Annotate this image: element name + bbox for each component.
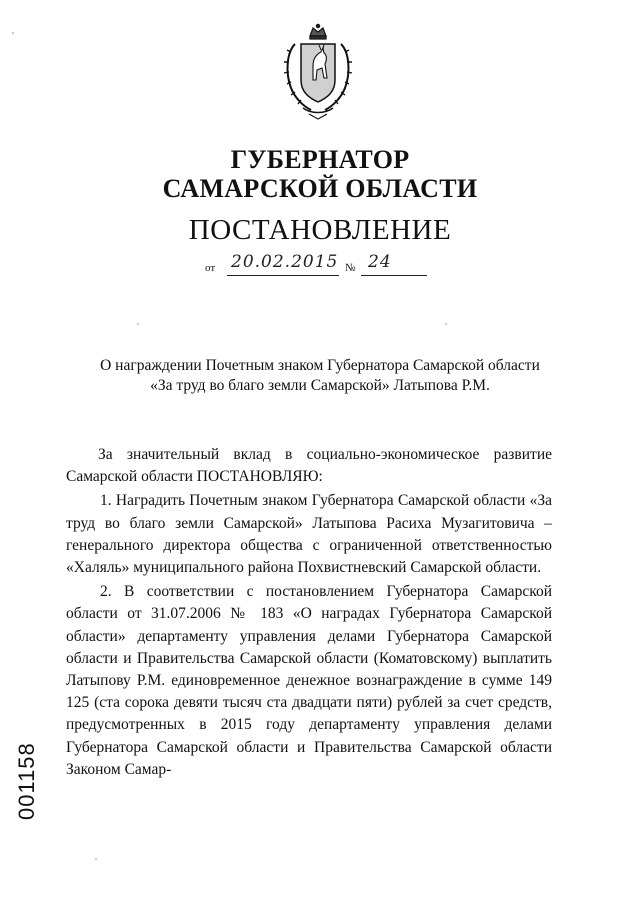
issuer-title-line1: ГУБЕРНАТОР: [230, 145, 410, 174]
date-prefix: от: [205, 262, 216, 274]
scan-speck: [12, 32, 14, 34]
decree-body: [66, 444, 552, 783]
number-handwritten: 24: [368, 252, 392, 272]
subject-line2: «За труд во благо земли Самарской» Латыпова Р.М.: [150, 377, 490, 394]
item-2-paragraph: 2. В соответствии с постановлением Губернатора Самарской области от 31.07.2006 № 183 «О наградах Губернатора Самарской области» департаменту управления делами Губернатора Самарской области и Правительства Самарской области (Коматовскому) выплатить Латыпову Р.М. единовременное денежное вознаграждение в сумме 149 125 (ста сорока девяти тысяч ста двадцати пяти) рублей за счет средств, предусмотренных в 2015 году департаменту управления делами Губернатора Самарской области и Правительства Самарской области Законом Самар-: [66, 583, 552, 778]
item-1-paragraph: 1. Наградить Почетным знаком Губернатора Самарской области «За труд во благо земли Самарской» Латыпова Расиха Музагитовича – генерального директора общества с ограниченной ответственностью «Халяль» муниципального района Похвистневский Самарской области.: [66, 492, 552, 577]
scan-speck: [445, 323, 447, 325]
document-type-heading: ПОСТАНОВЛЕНИЕ: [188, 214, 452, 246]
issuer-title-line2: САМАРСКОЙ ОБЛАСТИ: [162, 174, 478, 203]
subject-block: [0, 356, 640, 396]
number-underline: [361, 275, 427, 276]
scan-speck: [137, 323, 139, 325]
date-underline: [227, 275, 339, 276]
samara-coat-of-arms-icon: [283, 22, 353, 120]
subject-line1: О награждении Почетным знаком Губернатора Самарской области: [100, 357, 540, 374]
preamble-paragraph: За значительный вклад в социально-экономическое развитие Самарской области ПОСТАНОВЛЯЮ:: [66, 446, 552, 486]
scan-speck: [95, 858, 97, 860]
margin-serial-stamp: 001158: [14, 742, 39, 820]
date-handwritten: 20.02.2015: [231, 252, 339, 272]
number-prefix: №: [345, 262, 356, 274]
